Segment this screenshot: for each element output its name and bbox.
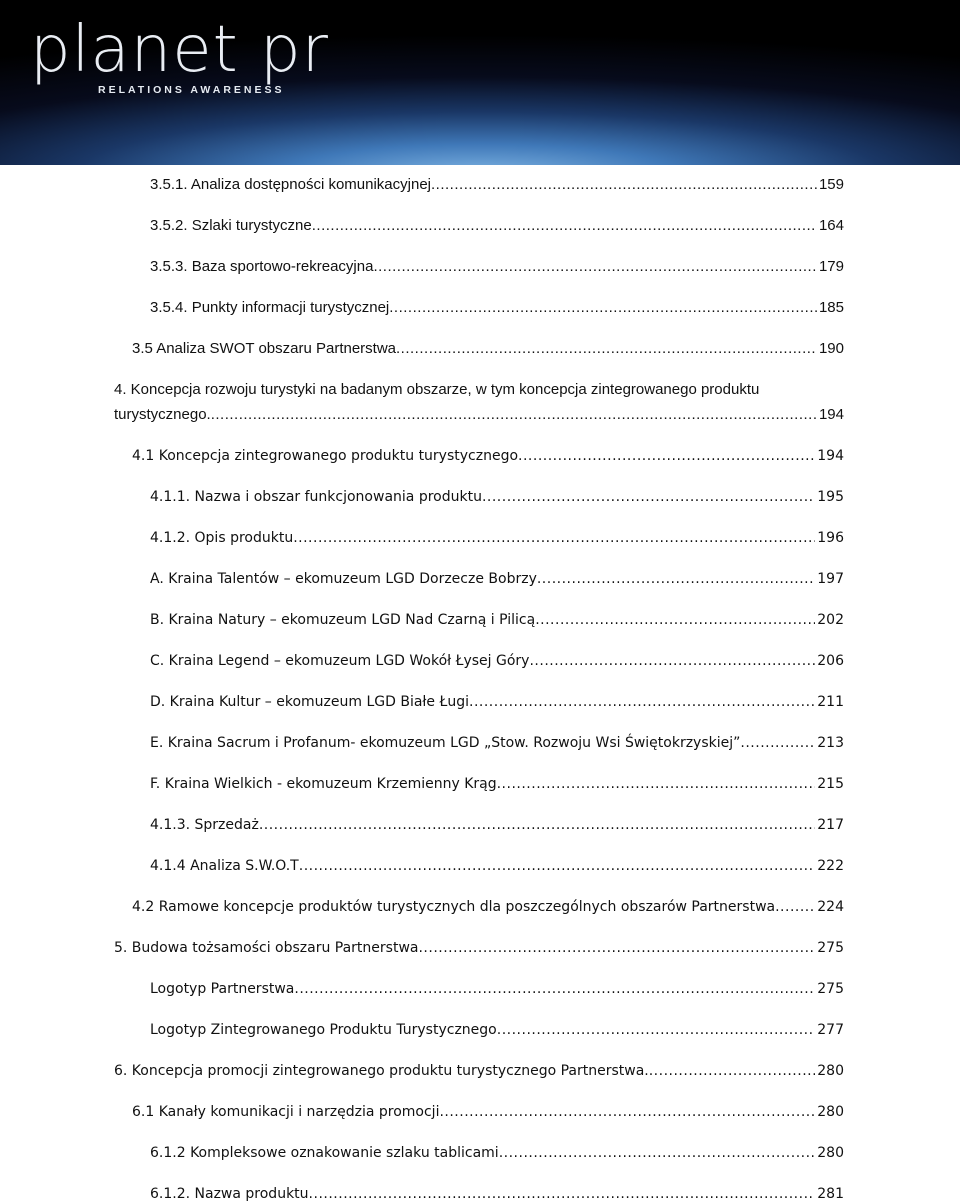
toc-entry[interactable]: B. Kraina Natury – ekomuzeum LGD Nad Czarną i Pilicą ..... 202: [150, 610, 844, 630]
toc-page-number: 275: [817, 940, 844, 956]
toc-page-number: 190: [818, 340, 844, 357]
toc-entry[interactable]: D. Kraina Kultur – ekomuzeum LGD Białe Ługi ..... 211: [150, 692, 844, 712]
toc-entry[interactable]: turystycznego. ..... 194: [114, 405, 844, 425]
toc-entry[interactable]: 3.5.3. Baza sportowo-rekreacyjna ..... 179: [150, 257, 844, 277]
toc-entry[interactable]: C. Kraina Legend – ekomuzeum LGD Wokół Łysej Góry ..... 206: [150, 651, 844, 671]
toc-entry[interactable]: 5. Budowa tożsamości obszaru Partnerstwa ..... 275: [114, 938, 844, 958]
toc-entry[interactable]: 6. Koncepcja promocji zintegrowanego produktu turystycznego Partnerstwa. ..... 280: [114, 1061, 844, 1081]
toc-entry[interactable]: 4.1.3. Sprzedaż ..... 217: [150, 815, 844, 835]
toc-page-number: 222: [817, 858, 844, 874]
toc-entry[interactable]: Logotyp Partnerstwa ..... 275: [150, 979, 844, 999]
toc-page-number: 211: [817, 694, 844, 710]
toc-page-number: 206: [817, 653, 844, 669]
toc-entry[interactable]: 4.2 Ramowe koncepcje produktów turystycznych dla poszczególnych obszarów Partnerstwa ..... 224: [132, 897, 844, 917]
toc-page-number: 164: [818, 217, 844, 234]
toc-page-number: 280: [817, 1063, 844, 1079]
toc-page-number: 280: [817, 1104, 844, 1120]
toc-entry[interactable]: 6.1.2 Kompleksowe oznakowanie szlaku tablicami ..... 280: [150, 1143, 844, 1163]
toc-page-number: 196: [817, 530, 844, 546]
toc-entry[interactable]: E. Kraina Sacrum i Profanum- ekomuzeum LGD „Stow. Rozwoju Wsi Świętokrzyskiej” ..... 213: [150, 733, 844, 753]
toc-entry[interactable]: 6.1.2. Nazwa produktu ..... 281: [150, 1184, 844, 1204]
toc-entry[interactable]: 4.1 Koncepcja zintegrowanego produktu turystycznego ..... 194: [132, 446, 844, 466]
toc-page-number: 215: [817, 776, 844, 792]
toc-entry[interactable]: A. Kraina Talentów – ekomuzeum LGD Dorzecze Bobrzy ..... 197: [150, 569, 844, 589]
toc-page-number: 195: [817, 489, 844, 505]
toc-entry[interactable]: 3.5.4. Punkty informacji turystycznej ..... 185: [150, 298, 844, 318]
toc-entry[interactable]: 3.5 Analiza SWOT obszaru Partnerstwa ..... 190: [132, 339, 844, 359]
planet-pr-logo: planet pr: [30, 13, 329, 87]
toc-entry[interactable]: 3.5.2. Szlaki turystyczne ..... 164: [150, 216, 844, 236]
toc-entry[interactable]: 6.1 Kanały komunikacji i narzędzia promocji ..... 280: [132, 1102, 844, 1122]
toc-page-number: 224: [817, 899, 844, 915]
toc-entry[interactable]: 4.1.4 Analiza S.W.O.T ..... 222: [150, 856, 844, 876]
toc-page-number: 185: [818, 299, 844, 316]
toc-page-number: 159: [818, 176, 844, 193]
toc-page-number: 179: [818, 258, 844, 275]
toc-page-number: 197: [817, 571, 844, 587]
toc-page-number: 194: [818, 406, 844, 423]
toc-entry[interactable]: Logotyp Zintegrowanego Produktu Turystycznego ..... 277: [150, 1020, 844, 1040]
logo-tagline: RELATIONS AWARENESS: [98, 84, 285, 96]
toc-entry[interactable]: F. Kraina Wielkich - ekomuzeum Krzemienny Krąg ..... 215: [150, 774, 844, 794]
toc-entry[interactable]: 4.1.2. Opis produktu ..... 196: [150, 528, 844, 548]
toc-page-number: 275: [817, 981, 844, 997]
toc-page-number: 213: [817, 735, 844, 751]
toc-entry[interactable]: 4.1.1. Nazwa i obszar funkcjonowania produktu ..... 195: [150, 487, 844, 507]
toc-page-number: 202: [817, 612, 844, 628]
toc-page-number: 280: [817, 1145, 844, 1161]
toc-entry[interactable]: 3.5.1. Analiza dostępności komunikacyjnej ..... 159: [150, 175, 844, 195]
toc-entry-line1[interactable]: 4. Koncepcja rozwoju turystyki na badanym obszarze, w tym koncepcja zintegrowanego produktu: [114, 381, 760, 398]
toc-page-number: 281: [817, 1186, 844, 1202]
toc-page-number: 217: [817, 817, 844, 833]
toc-page-number: 194: [817, 448, 844, 464]
toc-page-number: 277: [817, 1022, 844, 1038]
